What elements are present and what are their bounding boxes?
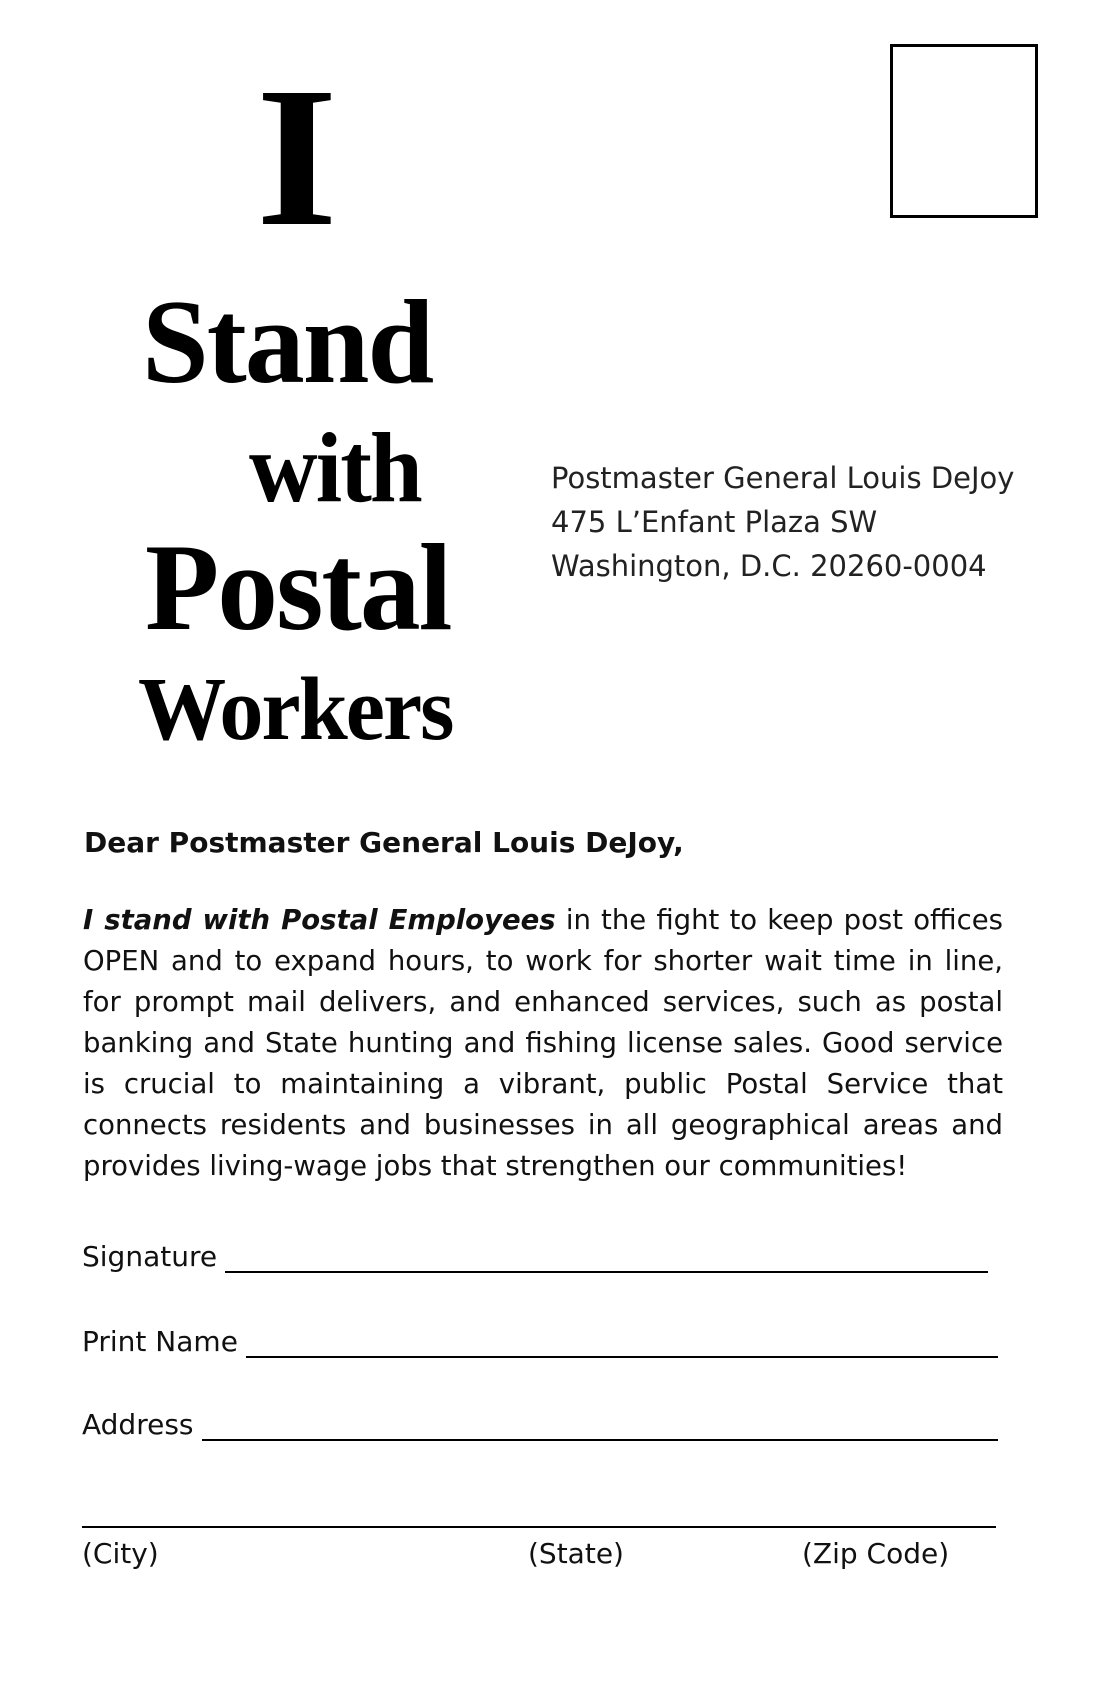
address-line[interactable] xyxy=(202,1409,998,1441)
stamp-box xyxy=(890,44,1038,218)
address-field xyxy=(82,1408,998,1441)
recipient-address xyxy=(551,456,1014,588)
print-name-label: Print Name xyxy=(82,1325,238,1358)
signature-field xyxy=(82,1240,988,1273)
zip-code-label: (Zip Code) xyxy=(802,1537,950,1570)
headline-word-i: I xyxy=(256,47,336,268)
letter-emphasis: I stand with Postal Employees xyxy=(83,904,556,936)
recipient-line-city: Washington, D.C. 20260-0004 xyxy=(551,549,987,583)
city-state-zip-line[interactable] xyxy=(82,1526,996,1528)
print-name-field xyxy=(82,1325,998,1358)
print-name-line[interactable] xyxy=(246,1326,998,1358)
headline-word-workers: Workers xyxy=(138,660,453,759)
recipient-line-street: 475 L’Enfant Plaza SW xyxy=(551,505,878,539)
recipient-line-name: Postmaster General Louis DeJoy xyxy=(551,461,1015,495)
headline-word-with: with xyxy=(249,412,421,523)
headline-word-stand: Stand xyxy=(142,275,433,408)
signature-line[interactable] xyxy=(225,1241,988,1273)
salutation: Dear Postmaster General Louis DeJoy, xyxy=(84,826,684,859)
state-label: (State) xyxy=(528,1537,624,1570)
letter-body-text: in the fight to keep post offices OPEN and to expand hours, to work for shorter wait time in line, for prompt mail delivers, and enhanced services, such as postal banking and State hunting and fishing license sales. Good service is crucial to maintaining a vibrant, public Postal Service that connects residents and businesses in all geographical areas and provides living-wage jobs that strengthen our communities! xyxy=(83,904,1003,1182)
address-label: Address xyxy=(82,1408,194,1441)
city-label: (City) xyxy=(82,1537,159,1570)
headline-word-postal: Postal xyxy=(145,519,451,656)
letter-body xyxy=(83,900,1003,1187)
signature-label: Signature xyxy=(82,1240,218,1273)
